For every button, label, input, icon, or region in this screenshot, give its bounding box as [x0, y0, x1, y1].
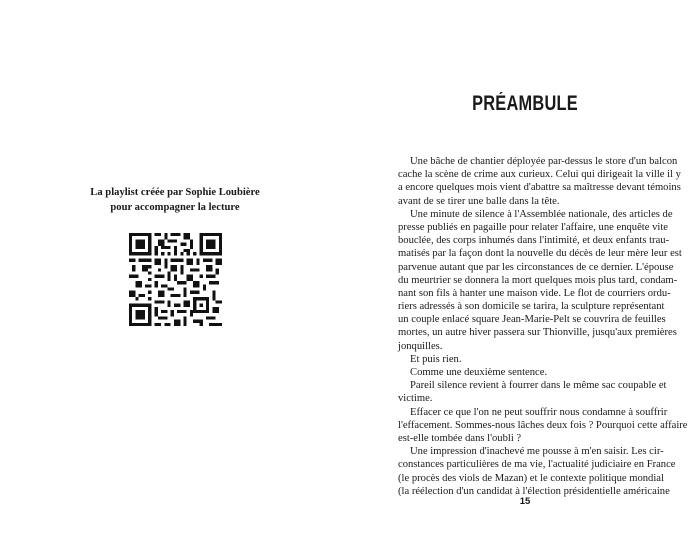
text-line: Une minute de silence à l'Assemblée nationale, des articles de	[410, 208, 673, 220]
text-line: presse publiés en pagaille pour relater l'affaire, une enquête vite	[398, 221, 668, 233]
caption-line-2: pour accompagner la lecture	[110, 201, 240, 213]
text-line: jonquilles.	[398, 340, 443, 352]
text-line: Une impression d'inachevé me pousse à m'en saisir. Les cir-	[410, 446, 664, 458]
text-line: un couple enlacé square Jean-Marie-Pelt se couvrira de feuilles	[398, 314, 666, 326]
body-text	[398, 155, 688, 498]
text-line: Une bâche de chantier déployée par-dessus le store d'un balcon	[410, 156, 678, 167]
text-line: mortes, un autre hiver passera sur Thionville, jusqu'aux premières	[398, 327, 677, 339]
text-line: Et puis rien.	[410, 353, 462, 365]
playlist-caption	[85, 186, 265, 215]
text-line: cache la scène de crime aux curieux. Celui qui dirigeait la ville il y	[398, 169, 681, 181]
text-line: parvenue autant que par les circonstances de ce dernier. L'épouse	[398, 261, 674, 273]
text-line: du meurtrier se donnera la mort quelques mois plus tard, condam-	[398, 274, 678, 286]
text-line: avant de se tirer une balle dans la tête.	[398, 195, 560, 207]
caption-line-1: La playlist créée par Sophie Loubière	[90, 187, 260, 198]
right-page	[350, 0, 700, 538]
text-line: bouclée, des corps inhumés dans l'intimité, et deux enfants trau-	[398, 235, 670, 247]
text-line: (la réélection d'un candidat à l'élection présidentielle américaine	[398, 485, 670, 497]
text-line: Pareil silence revient à fourrer dans le même sac coupable et	[410, 380, 667, 392]
text-line: l'effacement. Sommes-nous lâches deux fois ? Pourquoi cette affaire	[398, 419, 688, 431]
playlist-qr-code	[129, 233, 222, 326]
text-line: victime.	[398, 393, 433, 405]
text-line: Effacer ce que l'on ne peut souffrir nous condamne à souffrir	[410, 406, 668, 418]
text-line: matisés par la façon dont la nouvelle du décès de leur mère leur est	[398, 248, 682, 260]
text-line: (le procès des viols de Mazan) et le contexte politique mondial	[398, 472, 664, 484]
page-number: 15	[519, 496, 531, 507]
text-line: Comme une deuxième sentence.	[410, 367, 548, 378]
text-line: riers adressés à son domicile se tarira, la sculpture représentant	[398, 301, 665, 313]
text-line: a encore quelques mois vient d'abattre sa maîtresse devant témoins	[398, 182, 681, 194]
chapter-title: PRÉAMBULE	[472, 92, 578, 115]
text-line: est-elle tombée dans l'oubli ?	[398, 432, 522, 444]
text-line: nant son fils à hanter une maison vide. Le flot de courriers ordu-	[398, 287, 671, 299]
text-line: constances particulières de ma vie, l'actualité judiciaire en France	[398, 459, 676, 471]
